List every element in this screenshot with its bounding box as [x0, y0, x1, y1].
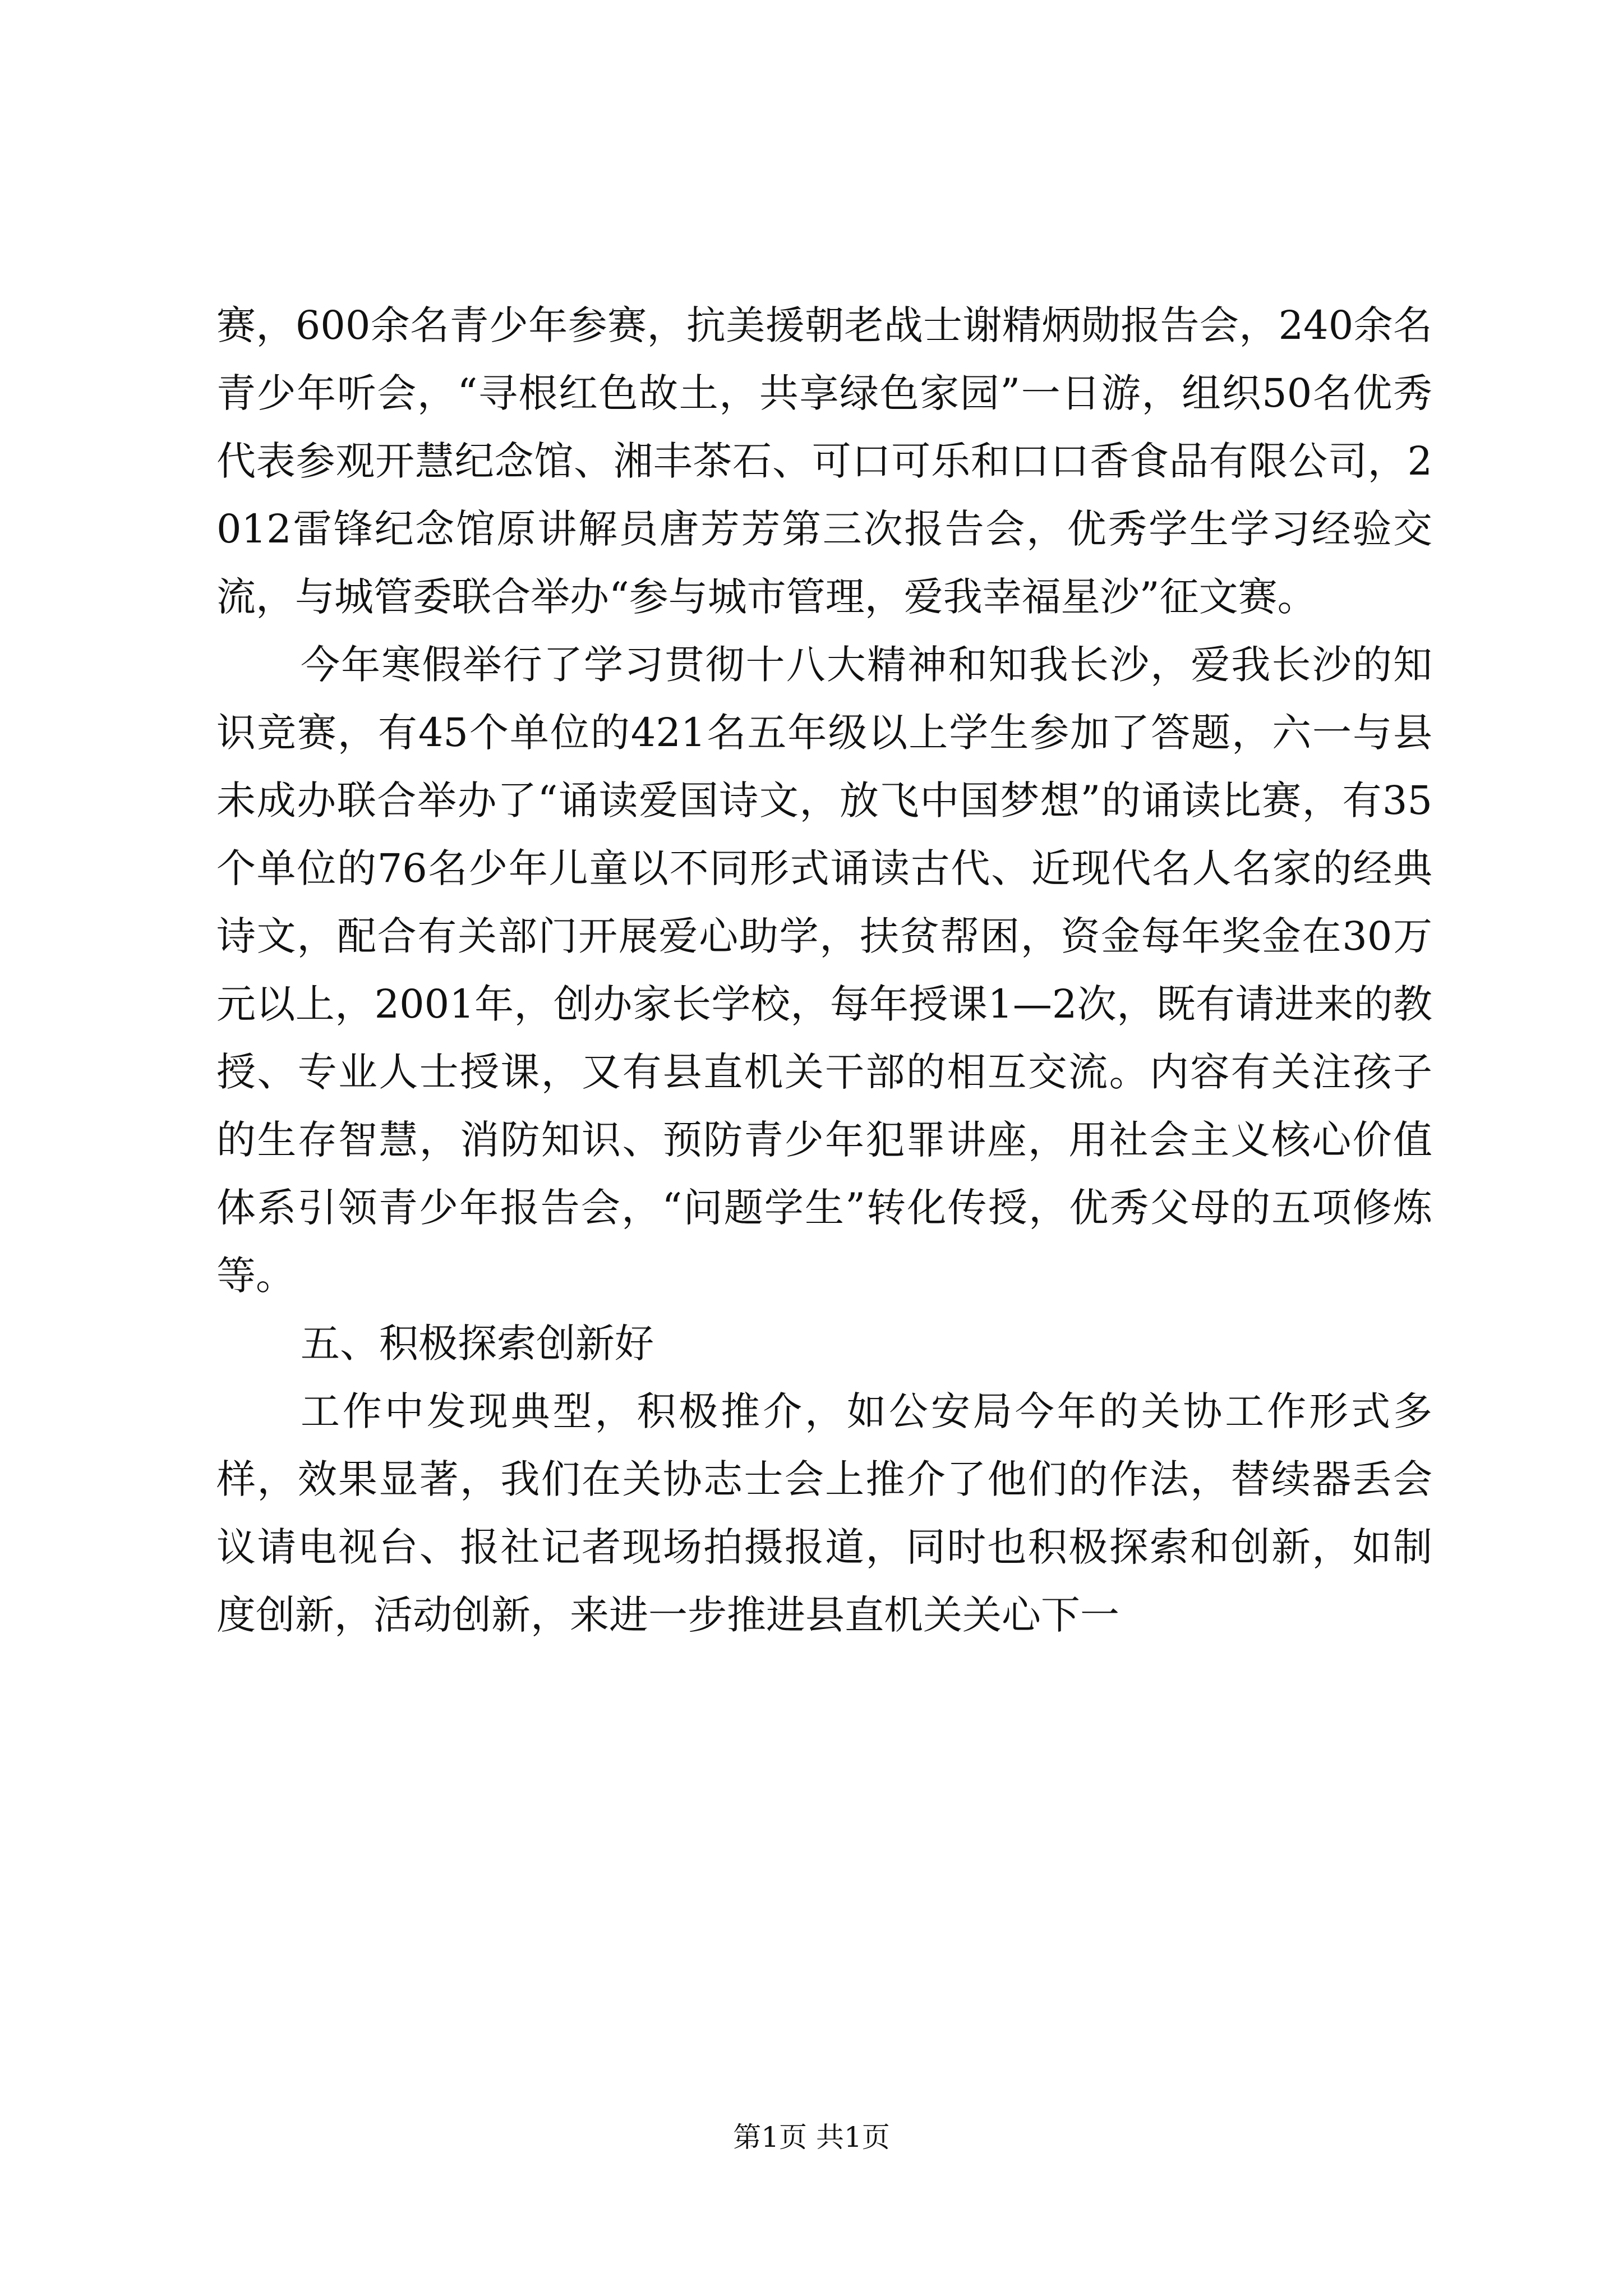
page-footer: 第1页 共1页	[733, 2121, 890, 2154]
document-body	[216, 292, 1432, 1649]
paragraph-innovation: 工作中发现典型，积极推介，如公安局今年的关协工作形式多样，效果显著，我们在关协志士会上推介了他们的作法，替续器丢会议请电视台、报社记者现场拍摄报道，同时也积极探索和创新，如制度创新，活动创新，来进一步推进县直机关关心下一	[216, 1388, 1432, 1638]
paragraph-continuation: 赛，600余名青少年参赛，抗美援朝老战士谢精炳勋报告会，240余名青少年听会，“寻根红色故土，共享绿色家园”一日游，组织50名优秀代表参观开慧纪念馆、湘丰茶石、可口可乐和口口香食品有限公司，2012雷锋纪念馆原讲解员唐芳芳第三次报告会，优秀学生学习经验交流，与城管委联合举办“参与城市管理，爱我幸福星沙”征文赛。	[216, 302, 1432, 620]
section-heading: 五、积极探索创新好	[301, 1320, 654, 1366]
paragraph-winter-activities: 今年寒假举行了学习贯彻十八大精神和知我长沙，爱我长沙的知识竞赛，有45个单位的421名五年级以上学生参加了答题，六一与县未成办联合举办了“诵读爱国诗文，放飞中国梦想”的诵读比赛，有35个单位的76名少年儿童以不同形式诵读古代、近现代名人名家的经典诗文，配合有关部门开展爱心助学，扶贫帮困，资金每年奖金在30万元以上，2001年，创办家长学校，每年授课1—2次，既有请进来的教授、专业人士授课，又有县直机关干部的相互交流。内容有关注孩子的生存智慧，消防知识、预防青少年犯罪讲座，用社会主义核心价值体系引领青少年报告会，“问题学生”转化传授，优秀父母的五项修炼等。	[216, 642, 1432, 1299]
